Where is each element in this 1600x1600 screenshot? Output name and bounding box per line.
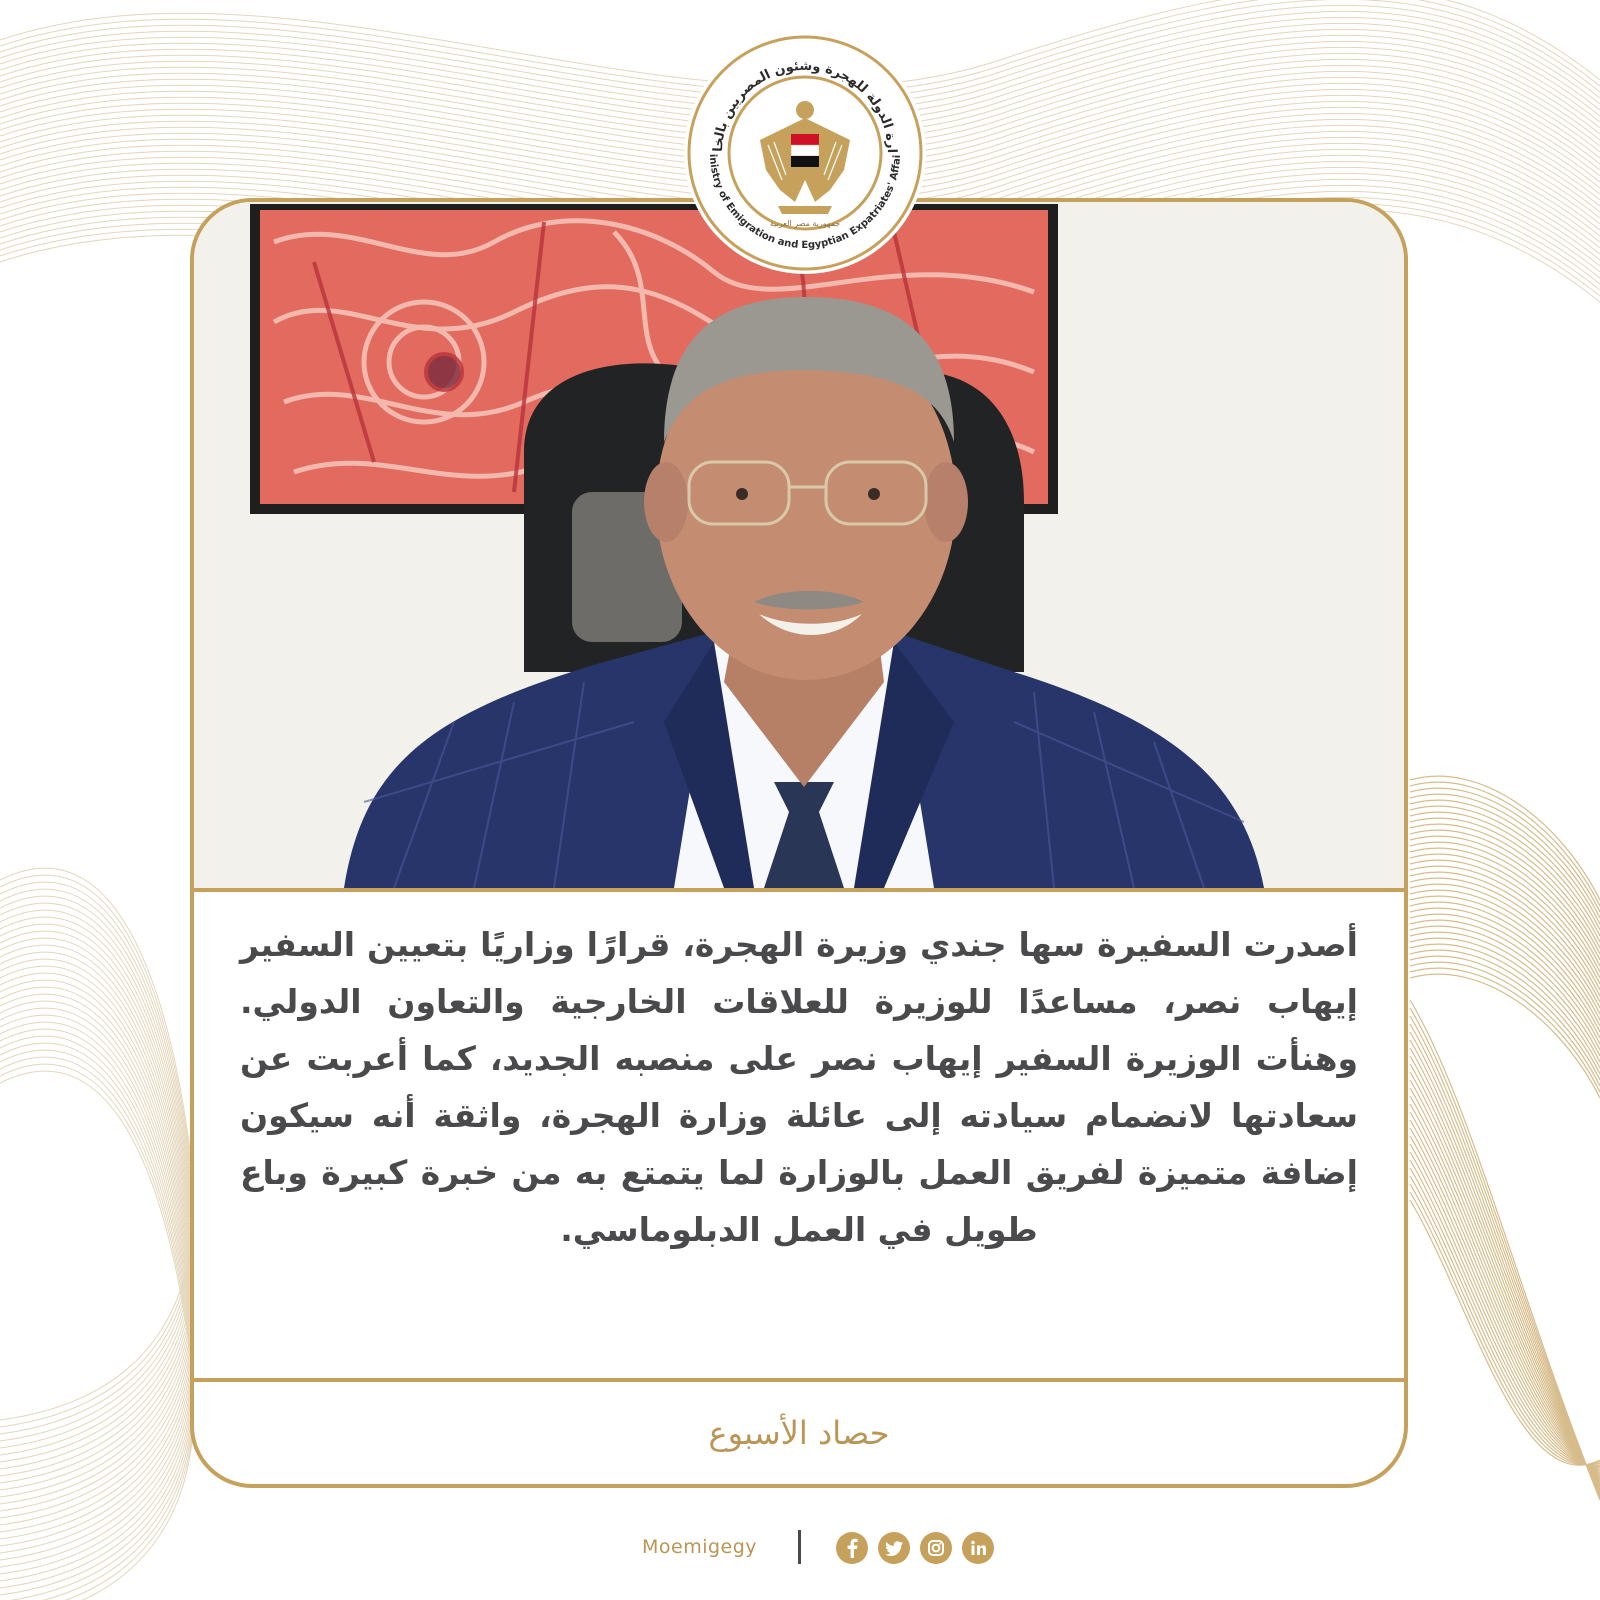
wave-line — [0, 882, 194, 1434]
wave-line — [0, 889, 194, 1441]
wave-line — [0, 896, 194, 1448]
ministry-logo — [682, 30, 928, 276]
wave-line — [1410, 1096, 1600, 1481]
linkedin-icon[interactable] — [962, 1532, 994, 1564]
wave-line — [0, 931, 194, 1483]
wave-line — [0, 875, 194, 1427]
wave-line — [1410, 1080, 1600, 1484]
logo-emblem-caption: جمهورية مصر العربية — [769, 219, 841, 228]
wave-line — [1410, 1000, 1600, 1500]
post-body-text: أصدرت السفيرة سها جندي وزيرة الهجرة، قرارًا وزاريًا بتعيين السفير إيهاب نصر، مساعدًا للوزيرة للعلاقات الخارجية والتعاون الدولي. وهنأت الوزيرة السفير إيهاب نصر على منصبه الجديد، كما أعربت عن سعادتها لانضمام سيادته إلى عائلة وزارة الهجرة، واثقة أنه سيكون إضافة متميزة لفريق العمل بالوزارة لما يتمتع به من خبرة كبيرة وباع طويل في العمل الدبلوماسي. — [240, 925, 1358, 1249]
footer-divider — [194, 1378, 1404, 1382]
portrait-photo — [194, 202, 1404, 888]
wave-line — [1410, 1128, 1600, 1474]
logo-arabic-text: ارة الدولة للهجرة وشئون المصريين بالخا — [710, 58, 900, 154]
footer-title: حصاد الأسبوع — [708, 1414, 890, 1452]
wave-line — [0, 917, 194, 1469]
wave-line — [0, 903, 194, 1455]
wave-line — [1410, 1144, 1600, 1471]
facebook-icon[interactable] — [836, 1532, 868, 1564]
wave-line — [1410, 1176, 1600, 1465]
wave-line — [0, 910, 194, 1462]
wave-line — [0, 868, 194, 1420]
twitter-icon[interactable] — [878, 1532, 910, 1564]
social-separator — [798, 1530, 801, 1564]
post-card — [190, 198, 1408, 1488]
logo-english-text: inistry of Emigration and Egyptian Expatriates' Affairs — [706, 153, 903, 252]
wave-line — [0, 924, 194, 1476]
photo-divider — [194, 888, 1404, 892]
social-handle[interactable]: Moemigegy — [642, 1536, 758, 1558]
instagram-icon[interactable] — [920, 1532, 952, 1564]
wave-line — [1410, 1112, 1600, 1478]
